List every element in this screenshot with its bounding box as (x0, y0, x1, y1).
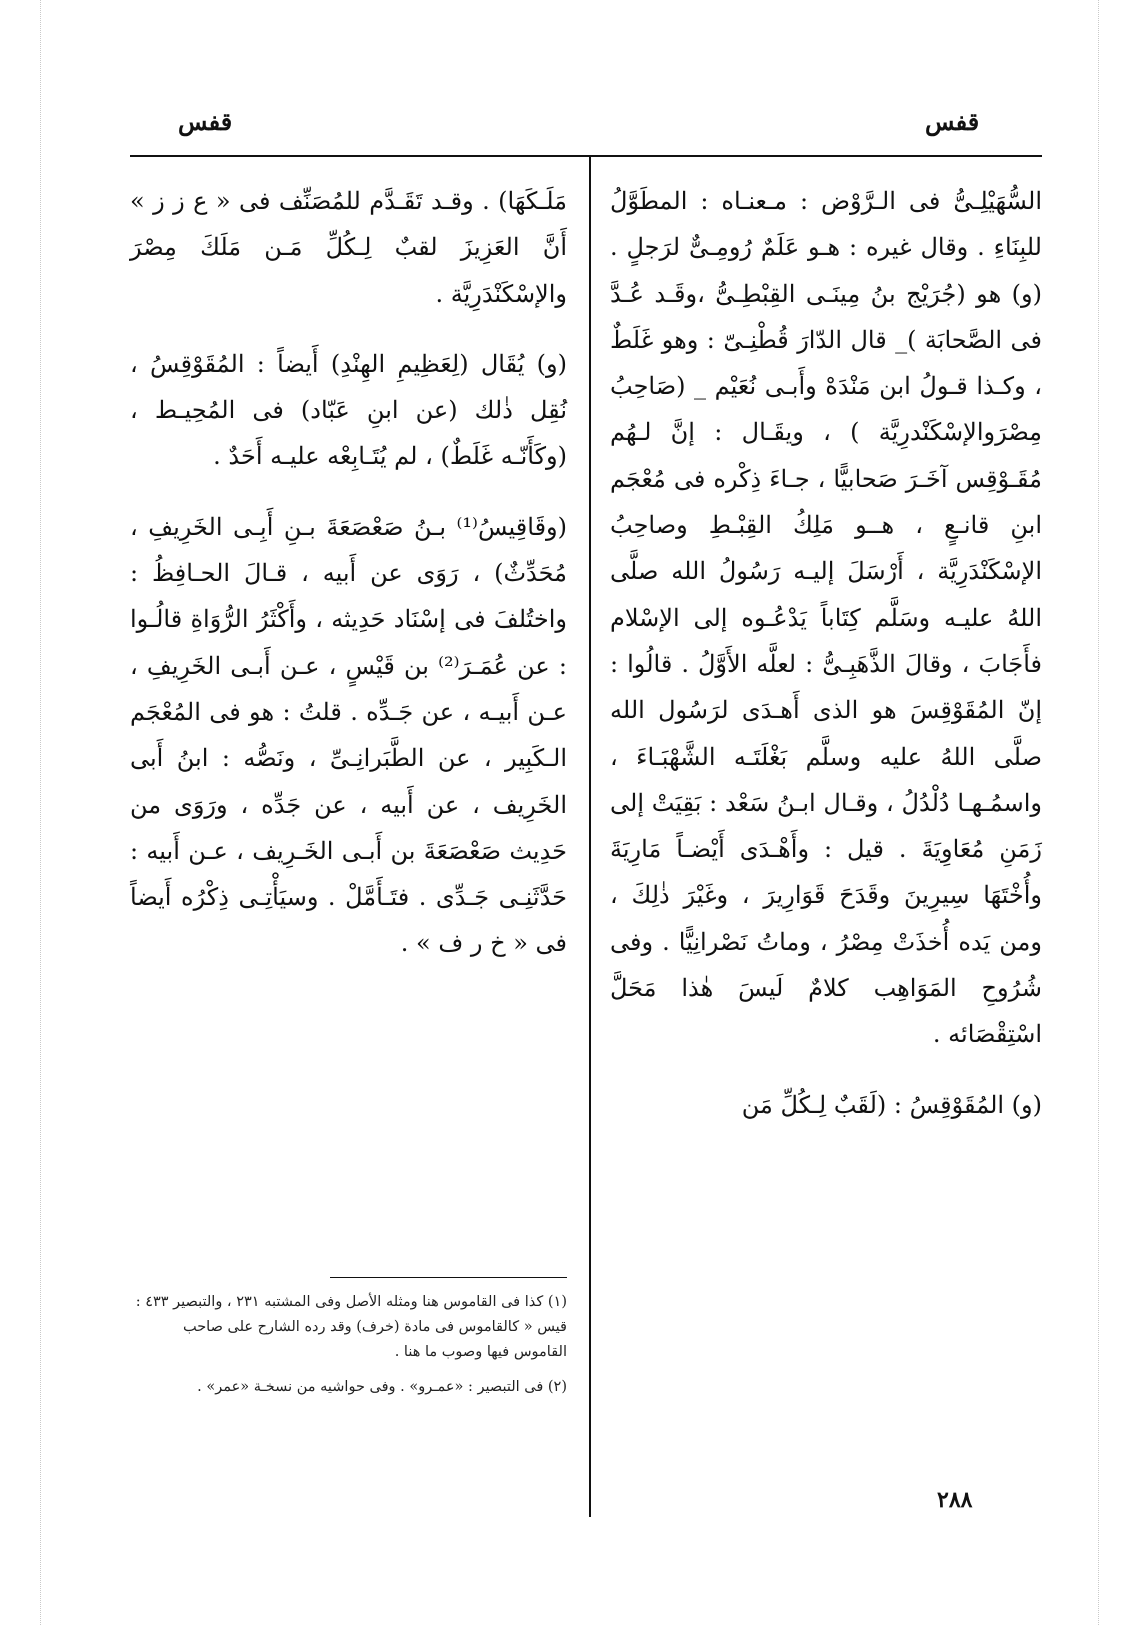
left-paragraph-1: مَلَـكَهَا) . وقـد تَقَـدَّم للمُصَنِّف فى « ع ز ز » أَنَّ العَزِيزَ لقبٌ لِـكُلِّ مَـن مَلَكَ مِصْرَ والإسْكَنْدَرِيَّة . (130, 187, 567, 308)
scan-edge-left (40, 0, 41, 1625)
running-header-right: قفس (925, 107, 980, 136)
left-column (130, 178, 567, 967)
header-rule (130, 155, 1042, 157)
footnote-2: (٢) فى التبصير : «عمـرو» . وفى حواشيه من نسخـة «عمر» . (197, 1379, 567, 1395)
column-divider (589, 157, 591, 1517)
footnote-rule (330, 1277, 567, 1278)
scan-edge-right (1098, 0, 1099, 1625)
left-paragraph-3: (وقَاقِيسُ⁽¹⁾ بـنُ صَعْصَعَةَ بـنِ أَبِـى الخَرِيفِ ، مُحَدِّثٌ) ، رَوَى عن أَبيه ، قـالَ الحـافِظُ : واختُلفَ فى إسْنَاد حَدِيثه ، وأَكْثَرُ الرُّوَاةِ قالُـوا : عن عُمَـرَ⁽²⁾ بن قَيْسٍ ، عـن أَبـى الخَرِيفِ ، عـن أَبيـه ، عن جَـدِّه . قلتُ : هو فى المُعْجَم الـكَبِير ، عن الطَّبَرانِـىِّ ، ونَصُّه : ابنُ أَبى الخَرِيف ، عن أَبيه ، عن جَدِّه ، ورَوَى من حَدِيث صَعْصَعَةَ بن أَبـى الخَـرِيف ، عـن أَبيه : حَدَّثَنِـى جَـدِّى . فتَـأَمَّلْ . وسيَأْتِـى ذِكْرُه أَيضاً فى « خ ر ف » . (130, 512, 567, 958)
right-paragraph-2: (و) المُقَوْقِسُ : (لَقَبٌ لِـكُلِّ مَن (741, 1090, 1042, 1119)
right-paragraph-1: السُّهَيْلِـىُّ فى الـرَّوْض : مـعنـاه : المطَوَّلُ للبِنَاءِ . وقال غيره : هـو عَلَمٌ رُومِـىٌّ لرَجلٍ . (و) هو (جُرَيْج بنُ مِينَـى القِبْطِـىُّ ،وقَـد عُـدَّ فى الصَّحابَة )_ قال الدّارَ قُطْنِـىّ : وهو غَلَطٌ ، وكـذا قـولُ ابن مَنْدَهْ وأَبـى نُعَيْم _ (صَاحِبُ مِصْرَوالإسْكَنْدرِيَّة ) ، ويقَـال : إنَّ لـهُم مُقَـوْقِس آخَـرَ صَحابيًّا ، جـاءَ ذِكْره فى مُعْجَم ابنِ قانـعٍ ، هــو مَلِكُ القِبْـطِ وصاحِبُ الإسْكَنْدَرِيَّة ، أَرْسَلَ إليـه رَسُولُ الله صلَّى اللهُ عليـه وسَلَّم كِتَاباً يَدْعُـوه إلى الإسْلام فأَجَابَ ، وقالَ الذَّهَبِـىُّ : لعلَّه الأَوَّلُ . قالُوا : إنّ المُقَوْقِسَ هو الذى أَهـدَى لرَسُول الله صلَّى اللهُ عليه وسلَّم بَغْلَتَـه الشَّهْبَـاءَ ، واسمُـهـا دُلْدُلُ ، وقـال ابـنُ سَعْد : بَقِيَتْ إلى زَمَنِ مُعَاوِيَةَ . قيل : وأَهْـدَى أَيْضـاً مَارِيَةَ وأُخْتَهَا سِيرِينَ وقَدَحَ قَوَارِيرَ ، وغَيْرَ ذٰلِكَ ، ومن يَده أُخذَتْ مِصْرُ ، وماتُ نَصْرانِيًّا . وفى شُرُوحِ المَوَاهِب كلامٌ لَيسَ هٰذا مَحَلَّ اسْتِقْصَائه . (610, 187, 1042, 1049)
page-number: ٢٨٨ (937, 1487, 973, 1513)
footnote-1: (١) كذا فى القاموس هنا ومثله الأصل وفى المشتبه ٢٣١ ، والتبصير ٤٣٣ : قيس « كالقاموس فى مادة (خرف) وقد رده الشارح على صاحب القاموس فيها وصوب ما هنا . (135, 1294, 567, 1360)
footnotes (130, 1290, 567, 1410)
right-column (610, 178, 1042, 1128)
running-header-left: قفس (178, 107, 233, 136)
left-paragraph-2: (و) يُقَال (لِعَظِيمِ الهِنْدِ) أَيضاً : المُقَوْقِسُ ، نُقِل ذٰلك (عن ابنِ عَبّاد) فى المُحِيـط ، (وكَأَنّـه غَلَطٌ) ، لم يُتَـابِعْه عليـه أَحَدٌ . (130, 349, 567, 471)
